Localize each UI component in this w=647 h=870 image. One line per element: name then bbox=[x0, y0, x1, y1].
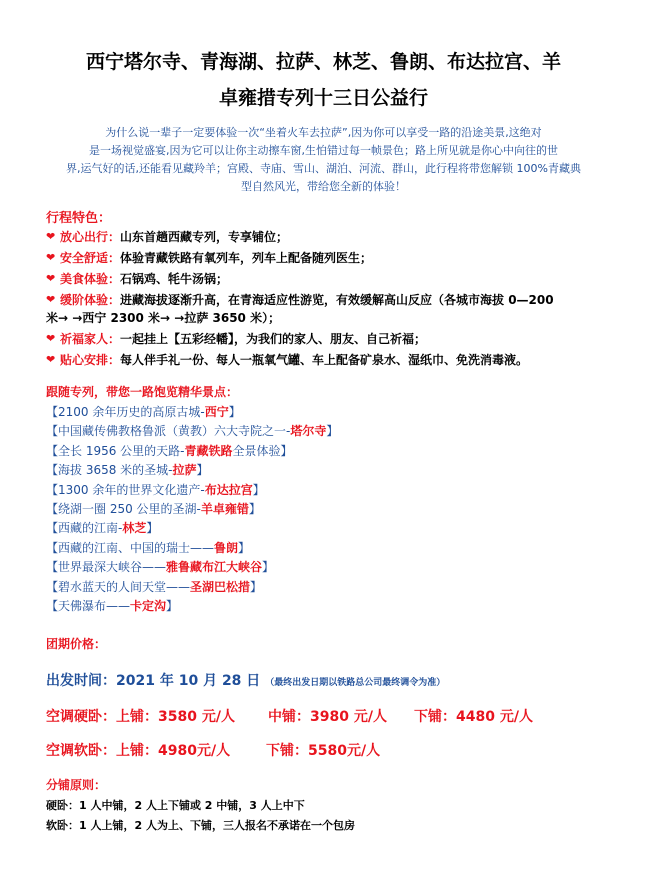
spot-highlight: 圣湖巴松措 bbox=[190, 579, 251, 594]
feature-key: 安全舒适： bbox=[60, 251, 121, 265]
pricing-heading: 团期价格： bbox=[46, 637, 107, 651]
intro-line: 界,运气好的话,还能看见藏羚羊；宫殿、寺庙、雪山、湖泊、河流、群山，此行程将带您解锁 100%青藏典 bbox=[66, 162, 581, 175]
features-list bbox=[46, 228, 606, 372]
spot-suffix: 】 bbox=[146, 521, 159, 536]
spot-highlight: 塔尔寺 bbox=[290, 424, 327, 439]
spot-suffix: 】 bbox=[252, 482, 265, 497]
feature-value: 石锅鸡、牦牛汤锅； bbox=[120, 272, 229, 286]
hard-sleeper-price bbox=[46, 706, 533, 726]
spots-list bbox=[46, 403, 338, 616]
spot-prefix: 【绕湖一圈 250 公里的圣湖- bbox=[46, 501, 201, 516]
soft-upper-price: 空调软卧：上铺：4980元/人 bbox=[46, 743, 231, 759]
spot-suffix: 】 bbox=[228, 405, 241, 419]
heart-icon: ❤ bbox=[46, 230, 56, 243]
spot-suffix: 】 bbox=[262, 560, 275, 575]
spot-suffix: 】 bbox=[166, 598, 179, 613]
spot-prefix: 【1300 余年的世界文化遗产- bbox=[46, 482, 205, 497]
feature-key: 祈福家人： bbox=[60, 332, 121, 346]
spot-highlight: 拉萨 bbox=[172, 463, 197, 478]
intro-line: 为什么说一辈子一定要体验一次“坐着火车去拉萨”,因为你可以享受一路的沿途美景,这绝对 bbox=[105, 126, 542, 139]
feature-value: 每人伴手礼一份、每人一瓶氧气罐、车上配备矿泉水、湿纸巾、免洗消毒液。 bbox=[120, 353, 529, 367]
hard-middle-price: 中铺：3980 元/人 bbox=[268, 709, 387, 725]
spot-highlight: 鲁朗 bbox=[214, 540, 239, 555]
spot-item bbox=[46, 422, 338, 441]
spot-item bbox=[46, 442, 338, 461]
feature-value: 山东首趟西藏专列，专享铺位； bbox=[120, 230, 289, 244]
spot-item bbox=[46, 519, 338, 538]
soft-sleeper-price bbox=[46, 740, 380, 760]
feature-value: 一起挂上【五彩经幡】，为我们的家人、朋友、自己祈福； bbox=[120, 332, 427, 346]
intro-line: 型自然风光，带给您全新的体验！ bbox=[241, 180, 406, 193]
feature-item bbox=[46, 270, 606, 288]
spot-highlight: 林芝 bbox=[122, 521, 147, 536]
spot-suffix: 】 bbox=[248, 501, 261, 516]
spot-highlight: 青藏铁路 bbox=[184, 443, 233, 458]
spot-item bbox=[46, 481, 338, 500]
spot-prefix: 【全长 1956 公里的天路- bbox=[46, 443, 185, 458]
spot-highlight: 雅鲁藏布江大峡谷 bbox=[166, 560, 263, 575]
spot-prefix: 【西藏的江南、中国的瑞士—— bbox=[46, 540, 215, 555]
heart-icon: ❤ bbox=[46, 353, 56, 366]
spot-prefix: 【海拔 3658 米的圣城- bbox=[46, 463, 173, 478]
hard-upper-price: 空调硬卧：上铺：3580 元/人 bbox=[46, 709, 235, 725]
heart-icon: ❤ bbox=[46, 332, 56, 345]
feature-key: 放心出行： bbox=[60, 230, 121, 244]
spot-item bbox=[46, 500, 338, 519]
feature-item bbox=[46, 228, 606, 246]
spot-item bbox=[46, 539, 338, 558]
spot-item bbox=[46, 578, 338, 597]
heart-icon: ❤ bbox=[46, 272, 56, 285]
doc-title-line-2: 卓雍措专列十三日公益行 bbox=[218, 87, 428, 109]
spot-highlight: 卡定沟 bbox=[130, 598, 167, 613]
intro-paragraph bbox=[50, 124, 597, 196]
spot-highlight: 羊卓雍错 bbox=[200, 501, 249, 516]
spot-suffix: 全景体验】 bbox=[232, 443, 293, 458]
spot-highlight: 布达拉宫 bbox=[204, 482, 253, 497]
spot-suffix: 】 bbox=[250, 579, 263, 594]
spots-heading: 跟随专列，带您一路饱览精华景点： bbox=[46, 385, 239, 399]
hard-sleeper-rule: 硬卧：1 人中铺，2 人上下铺或 2 中铺，3 人上中下 bbox=[46, 799, 305, 812]
feature-item bbox=[46, 351, 606, 369]
feature-key: 贴心安排： bbox=[60, 353, 121, 367]
feature-item bbox=[46, 291, 606, 327]
features-heading: 行程特色： bbox=[46, 211, 112, 226]
spot-prefix: 【2100 余年历史的高原古城- bbox=[46, 405, 205, 419]
spot-prefix: 【中国藏传佛教格鲁派（黄教）六大寺院之一- bbox=[46, 424, 291, 439]
spot-item bbox=[46, 403, 338, 422]
heart-icon: ❤ bbox=[46, 251, 56, 264]
spot-prefix: 【碧水蓝天的人间天堂—— bbox=[46, 579, 191, 594]
feature-value: 体验青藏铁路有氧列车，列车上配备随列医生； bbox=[120, 251, 373, 265]
feature-value-continued: 米→ →西宁 2300 米→ →拉萨 3650 米）； bbox=[46, 311, 281, 325]
intro-line: 是一场视觉盛宴,因为它可以让你主动擦车窗,生怕错过每一帧景色；路上所见就是你心中向往的世 bbox=[89, 144, 558, 157]
feature-item bbox=[46, 330, 606, 348]
spot-prefix: 【世界最深大峡谷—— bbox=[46, 560, 167, 575]
spot-prefix: 【天佛瀑布—— bbox=[46, 598, 131, 613]
spot-prefix: 【西藏的江南- bbox=[46, 521, 123, 536]
rules-heading: 分铺原则： bbox=[46, 778, 107, 792]
departure-note: （最终出发日期以铁路总公司最终调令为准） bbox=[265, 678, 446, 688]
feature-item bbox=[46, 249, 606, 267]
doc-title-line-1: 西宁塔尔寺、青海湖、拉萨、林芝、鲁朗、布达拉宫、羊 bbox=[85, 51, 561, 73]
feature-key: 美食体验： bbox=[60, 272, 121, 286]
soft-sleeper-rule: 软卧：1 人上铺，2 人为上、下铺，三人报名不承诺在一个包房 bbox=[46, 819, 355, 832]
spot-suffix: 】 bbox=[238, 540, 251, 555]
spot-suffix: 】 bbox=[326, 424, 339, 439]
departure-text: 出发时间：2021 年 10 月 28 日 bbox=[46, 673, 261, 689]
departure-date bbox=[46, 670, 445, 690]
heart-icon: ❤ bbox=[46, 293, 56, 306]
spot-item bbox=[46, 558, 338, 577]
feature-value: 进藏海拔逐渐升高，在青海适应性游览，有效缓解高山反应（各城市海拔 0—200 bbox=[120, 293, 554, 307]
spot-item bbox=[46, 597, 338, 616]
spot-highlight: 西宁 bbox=[204, 405, 229, 419]
hard-lower-price: 下铺：4480 元/人 bbox=[414, 709, 533, 725]
spot-item bbox=[46, 461, 338, 480]
spot-suffix: 】 bbox=[196, 463, 209, 478]
soft-lower-price: 下铺：5580元/人 bbox=[266, 743, 381, 759]
feature-key: 缓阶体验： bbox=[60, 293, 121, 307]
